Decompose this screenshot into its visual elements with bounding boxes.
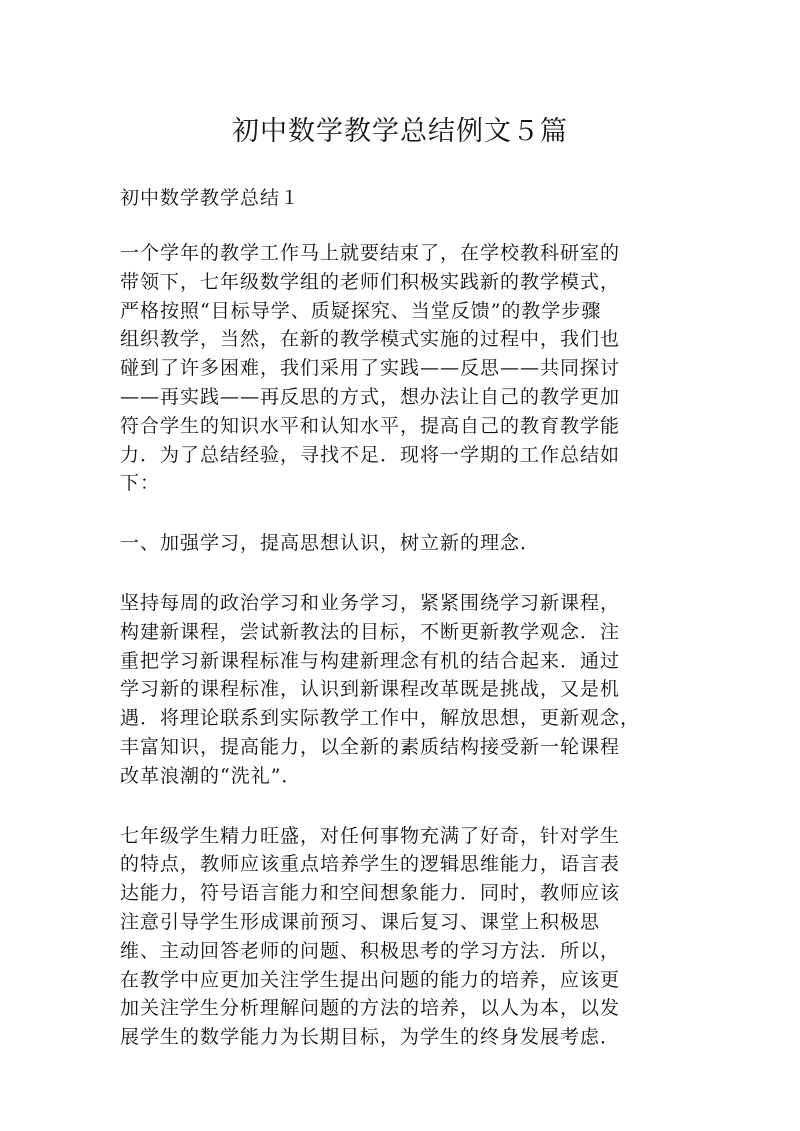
paragraph-line: ——再实践——再反思的方式，想办法让自己的教学更加 (120, 385, 621, 408)
paragraph-line: 坚持每周的政治学习和业务学习，紧紧围绕学习新课程， (120, 591, 621, 614)
section-heading: 初中数学教学总结１ (120, 187, 301, 209)
paragraph-line: 加关注学生分析理解问题的方法的培养，以人为本，以发 (120, 997, 621, 1020)
paragraph-line: 力．为了总结经验，寻找不足．现将一学期的工作总结如 (120, 443, 621, 466)
paragraph-gap (120, 558, 680, 589)
document-body (120, 184, 680, 1052)
paragraph-line: 一个学年的教学工作马上就要结束了，在学校教科研室的 (120, 242, 621, 264)
paragraph-line: 维、主动回答老师的问题、积极思考的学习方法．所以， (120, 939, 621, 962)
paragraph-line: 学习新的课程标准，认识到新课程改革既是挑战，又是机 (120, 678, 621, 701)
paragraph-intro (120, 239, 680, 498)
paragraph-line: 一、加强学习，提高思想认识，树立新的理念． (120, 532, 541, 555)
paragraph-students (120, 822, 680, 1052)
paragraph-line: 重把学习新课程标准与构建新理念有机的结合起来．通过 (120, 649, 621, 672)
paragraph-line: 展学生的数学能力为长期目标，为学生的终身发展考虑． (120, 1026, 621, 1049)
paragraph-line: 七年级学生精力旺盛，对任何事物充满了好奇，针对学生 (120, 824, 621, 847)
paragraph-line: 下： (120, 472, 161, 495)
paragraph-line: 严格按照“目标导学、质疑探究、当堂反馈”的教学步骤 (120, 299, 602, 322)
paragraph-line: 遇．将理论联系到实际教学工作中，解放思想，更新观念， (120, 707, 641, 730)
document-title: 初中数学教学总结例文５篇 (232, 116, 568, 147)
paragraph-line: 丰富知识，提高能力，以全新的素质结构接受新一轮课程 (120, 735, 621, 758)
paragraph-gap (120, 213, 680, 239)
paragraph-line: 的特点，教师应该重点培养学生的逻辑思维能力，语言表 (120, 853, 621, 876)
paragraph-gap (120, 498, 680, 529)
paragraph-study (120, 589, 680, 791)
paragraph-subheading (120, 529, 680, 558)
paragraph-line: 达能力，符号语言能力和空间想象能力．同时，教师应该 (120, 882, 621, 905)
paragraph-line: 在教学中应更加关注学生提出问题的能力的培养，应该更 (120, 968, 621, 991)
paragraph-line: 构建新课程，尝试新教法的目标，不断更新教学观念．注 (120, 620, 621, 643)
paragraph-line: 注意引导学生形成课前预习、课后复习、课堂上积极思 (120, 910, 601, 933)
paragraph-line: 符合学生的知识水平和认知水平，提高自己的教育教学能 (120, 414, 621, 437)
paragraph-line: 碰到了许多困难，我们采用了实践——反思——共同探讨 (120, 357, 621, 380)
paragraph-line: 组织教学，当然，在新的教学模式实施的过程中，我们也 (120, 328, 621, 351)
paragraph-line: 改革浪潮的“洗礼”． (120, 764, 302, 787)
paragraph-line: 带领下，七年级数学组的老师们积极实践新的教学模式， (120, 270, 621, 293)
paragraph-gap (120, 791, 680, 822)
